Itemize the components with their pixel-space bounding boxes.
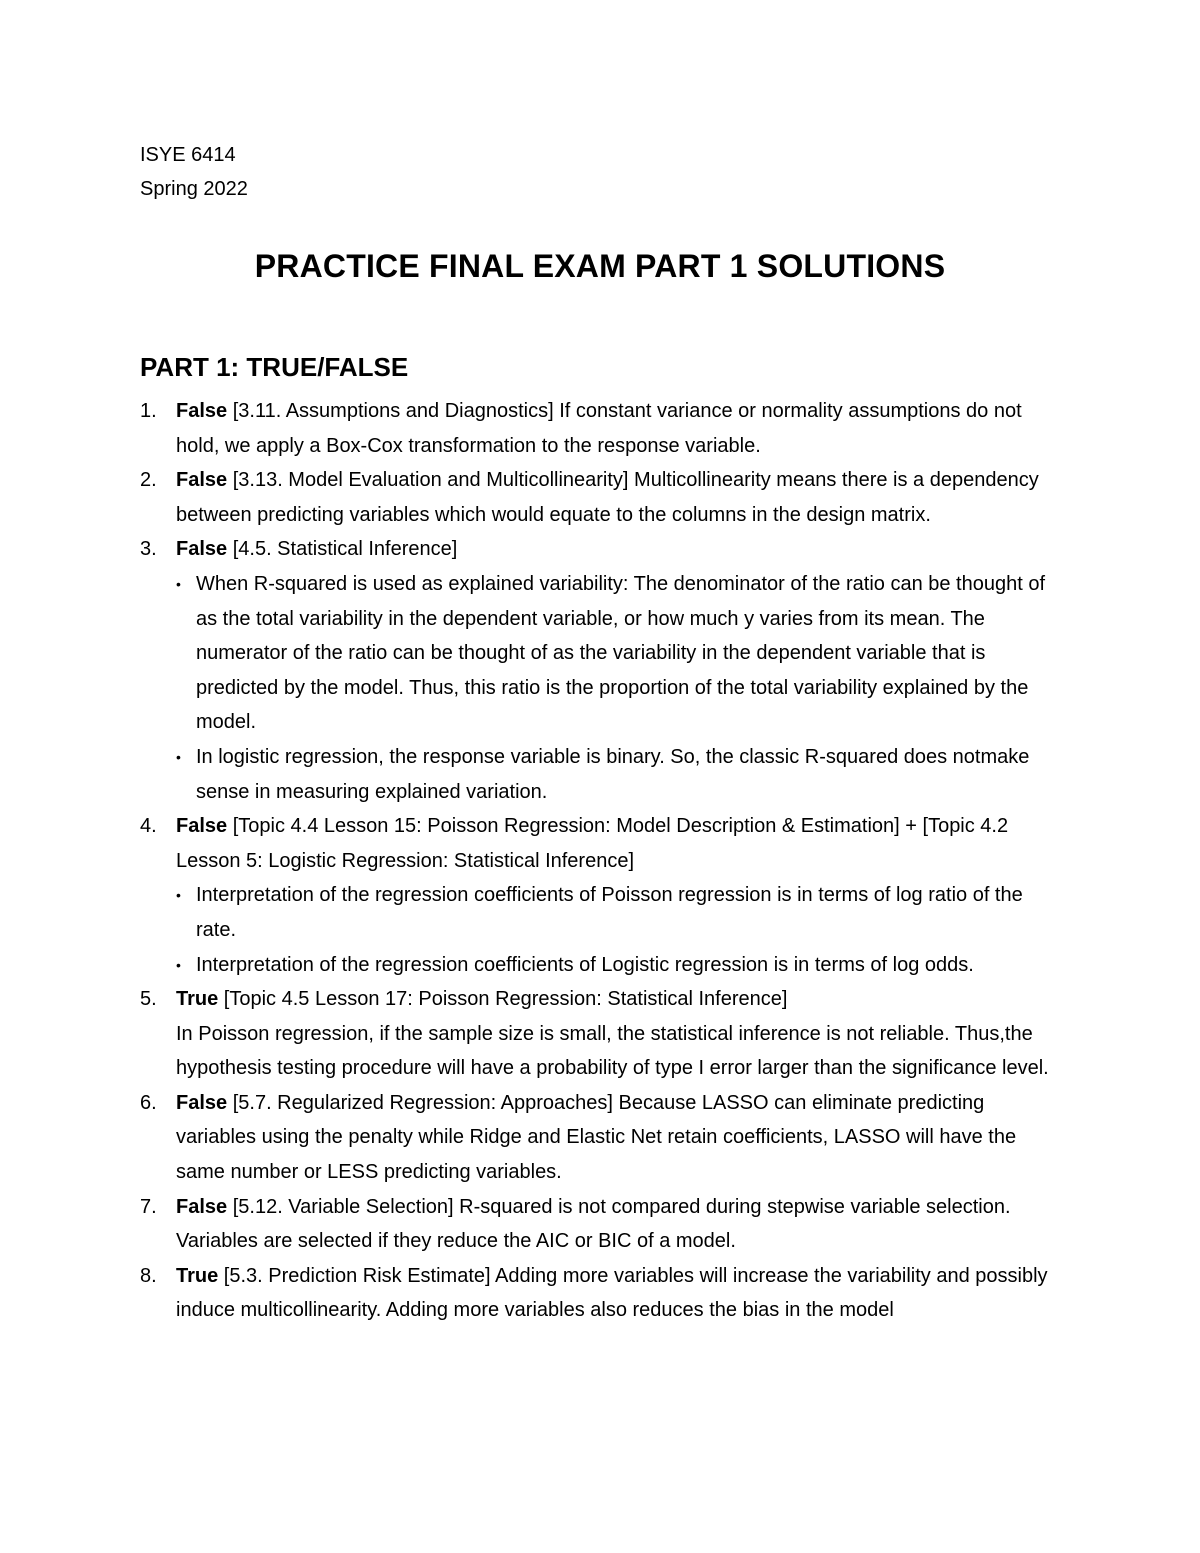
- bullet-item: [176, 740, 1060, 809]
- answer-verdict: False: [176, 400, 228, 422]
- answer-explanation: [3.13. Model Evaluation and Multicollinearity] Multicollinearity means there is a dependency between predicting variables which would equate to the columns in the design matrix.: [176, 469, 1039, 526]
- answer-verdict: True: [176, 1264, 219, 1287]
- answer-verdict: True: [176, 988, 219, 1011]
- answer-verdict: False: [176, 469, 228, 492]
- answer-item: [140, 982, 1060, 1086]
- answer-bullet-list: [176, 878, 1060, 982]
- answer-verdict: False: [176, 815, 228, 838]
- section-heading: PART 1: TRUE/FALSE: [140, 352, 409, 382]
- bullet-text: Interpretation of the regression coefficients of Logistic regression is in terms of log odds.: [196, 953, 974, 976]
- bullet-text: Interpretation of the regression coefficients of Poisson regression is in terms of log ratio of the rate.: [196, 884, 1023, 941]
- bullet-icon: •: [176, 575, 181, 592]
- answer-item: [140, 394, 1060, 463]
- bullet-icon: •: [176, 887, 181, 904]
- answer-explanation: [Topic 4.4 Lesson 15: Poisson Regression: Model Description & Estimation] + [Topic 4.2 Lesson 5: Logistic Regression: Statistical Inference]: [176, 815, 1009, 872]
- answer-number: 2.: [140, 469, 157, 492]
- answer-explanation: [5.3. Prediction Risk Estimate] Adding more variables will increase the variability and possibly induce multicollinearity. Adding more variables also reduces the bias in the model: [176, 1264, 1048, 1322]
- answer-verdict: False: [176, 1195, 228, 1218]
- answer-number: 1.: [140, 400, 157, 422]
- answer-item: [140, 1259, 1060, 1328]
- answer-verdict: False: [176, 1091, 228, 1114]
- answer-number: 6.: [140, 1091, 157, 1114]
- bullet-icon: •: [176, 748, 181, 765]
- answer-bullet-list: [176, 567, 1060, 809]
- bullet-item: [176, 567, 1060, 740]
- page-title: PRACTICE FINAL EXAM PART 1 SOLUTIONS: [254, 248, 946, 284]
- answer-item: [140, 809, 1060, 982]
- answer-number: 4.: [140, 815, 157, 838]
- answer-item: [140, 1190, 1060, 1259]
- course-code: ISYE 6414: [140, 144, 236, 166]
- course-term: Spring 2022: [140, 178, 248, 200]
- bullet-text: When R-squared is used as explained variability: The denominator of the ratio can be thought of as the total variability in the dependent variable, or how much y varies from its mean. The numerator of the ratio can be thought of as the variability in the dependent variable that is predicted by the model. Thus, this ratio is the proportion of the total variability explained by the model.: [196, 572, 1046, 734]
- answer-number: 7.: [140, 1195, 157, 1218]
- answer-explanation: [Topic 4.5 Lesson 17: Poisson Regression: Statistical Inference]: [218, 988, 788, 1011]
- answer-explanation: [5.7. Regularized Regression: Approaches] Because LASSO can eliminate predicting variables using the penalty while Ridge and Elastic Net retain coefficients, LASSO will have the same number or LESS predicting variables.: [176, 1091, 1017, 1184]
- bullet-icon: •: [176, 956, 181, 973]
- bullet-text: In logistic regression, the response variable is binary. So, the classic R-squared does notmake sense in measuring explained variation.: [196, 745, 1030, 803]
- bullet-item: [176, 948, 1060, 983]
- answer-explanation: [4.5. Statistical Inference]: [227, 538, 458, 561]
- answer-list: [140, 394, 1060, 1328]
- answer-item: [140, 1086, 1060, 1190]
- answer-number: 3.: [140, 538, 157, 561]
- answer-explanation: [5.12. Variable Selection] R-squared is not compared during stepwise variable selection. Variables are selected if they reduce the AIC or BIC of a model.: [176, 1195, 1011, 1253]
- answer-number: 8.: [140, 1264, 157, 1287]
- answer-item: [140, 532, 1060, 809]
- answer-verdict: False: [176, 538, 228, 561]
- answer-item: [140, 463, 1060, 532]
- bullet-item: [176, 878, 1060, 947]
- answer-number: 5.: [140, 988, 157, 1011]
- course-header: [140, 138, 248, 206]
- answer-explanation: [3.11. Assumptions and Diagnostics] If constant variance or normality assumptions do not hold, we apply a Box-Cox transformation to the response variable.: [176, 400, 1022, 457]
- answer-note: In Poisson regression, if the sample size is small, the statistical inference is not reliable. Thus,the hypothesis testing procedure will have a probability of type I error larger than the significance level.: [176, 1022, 1049, 1080]
